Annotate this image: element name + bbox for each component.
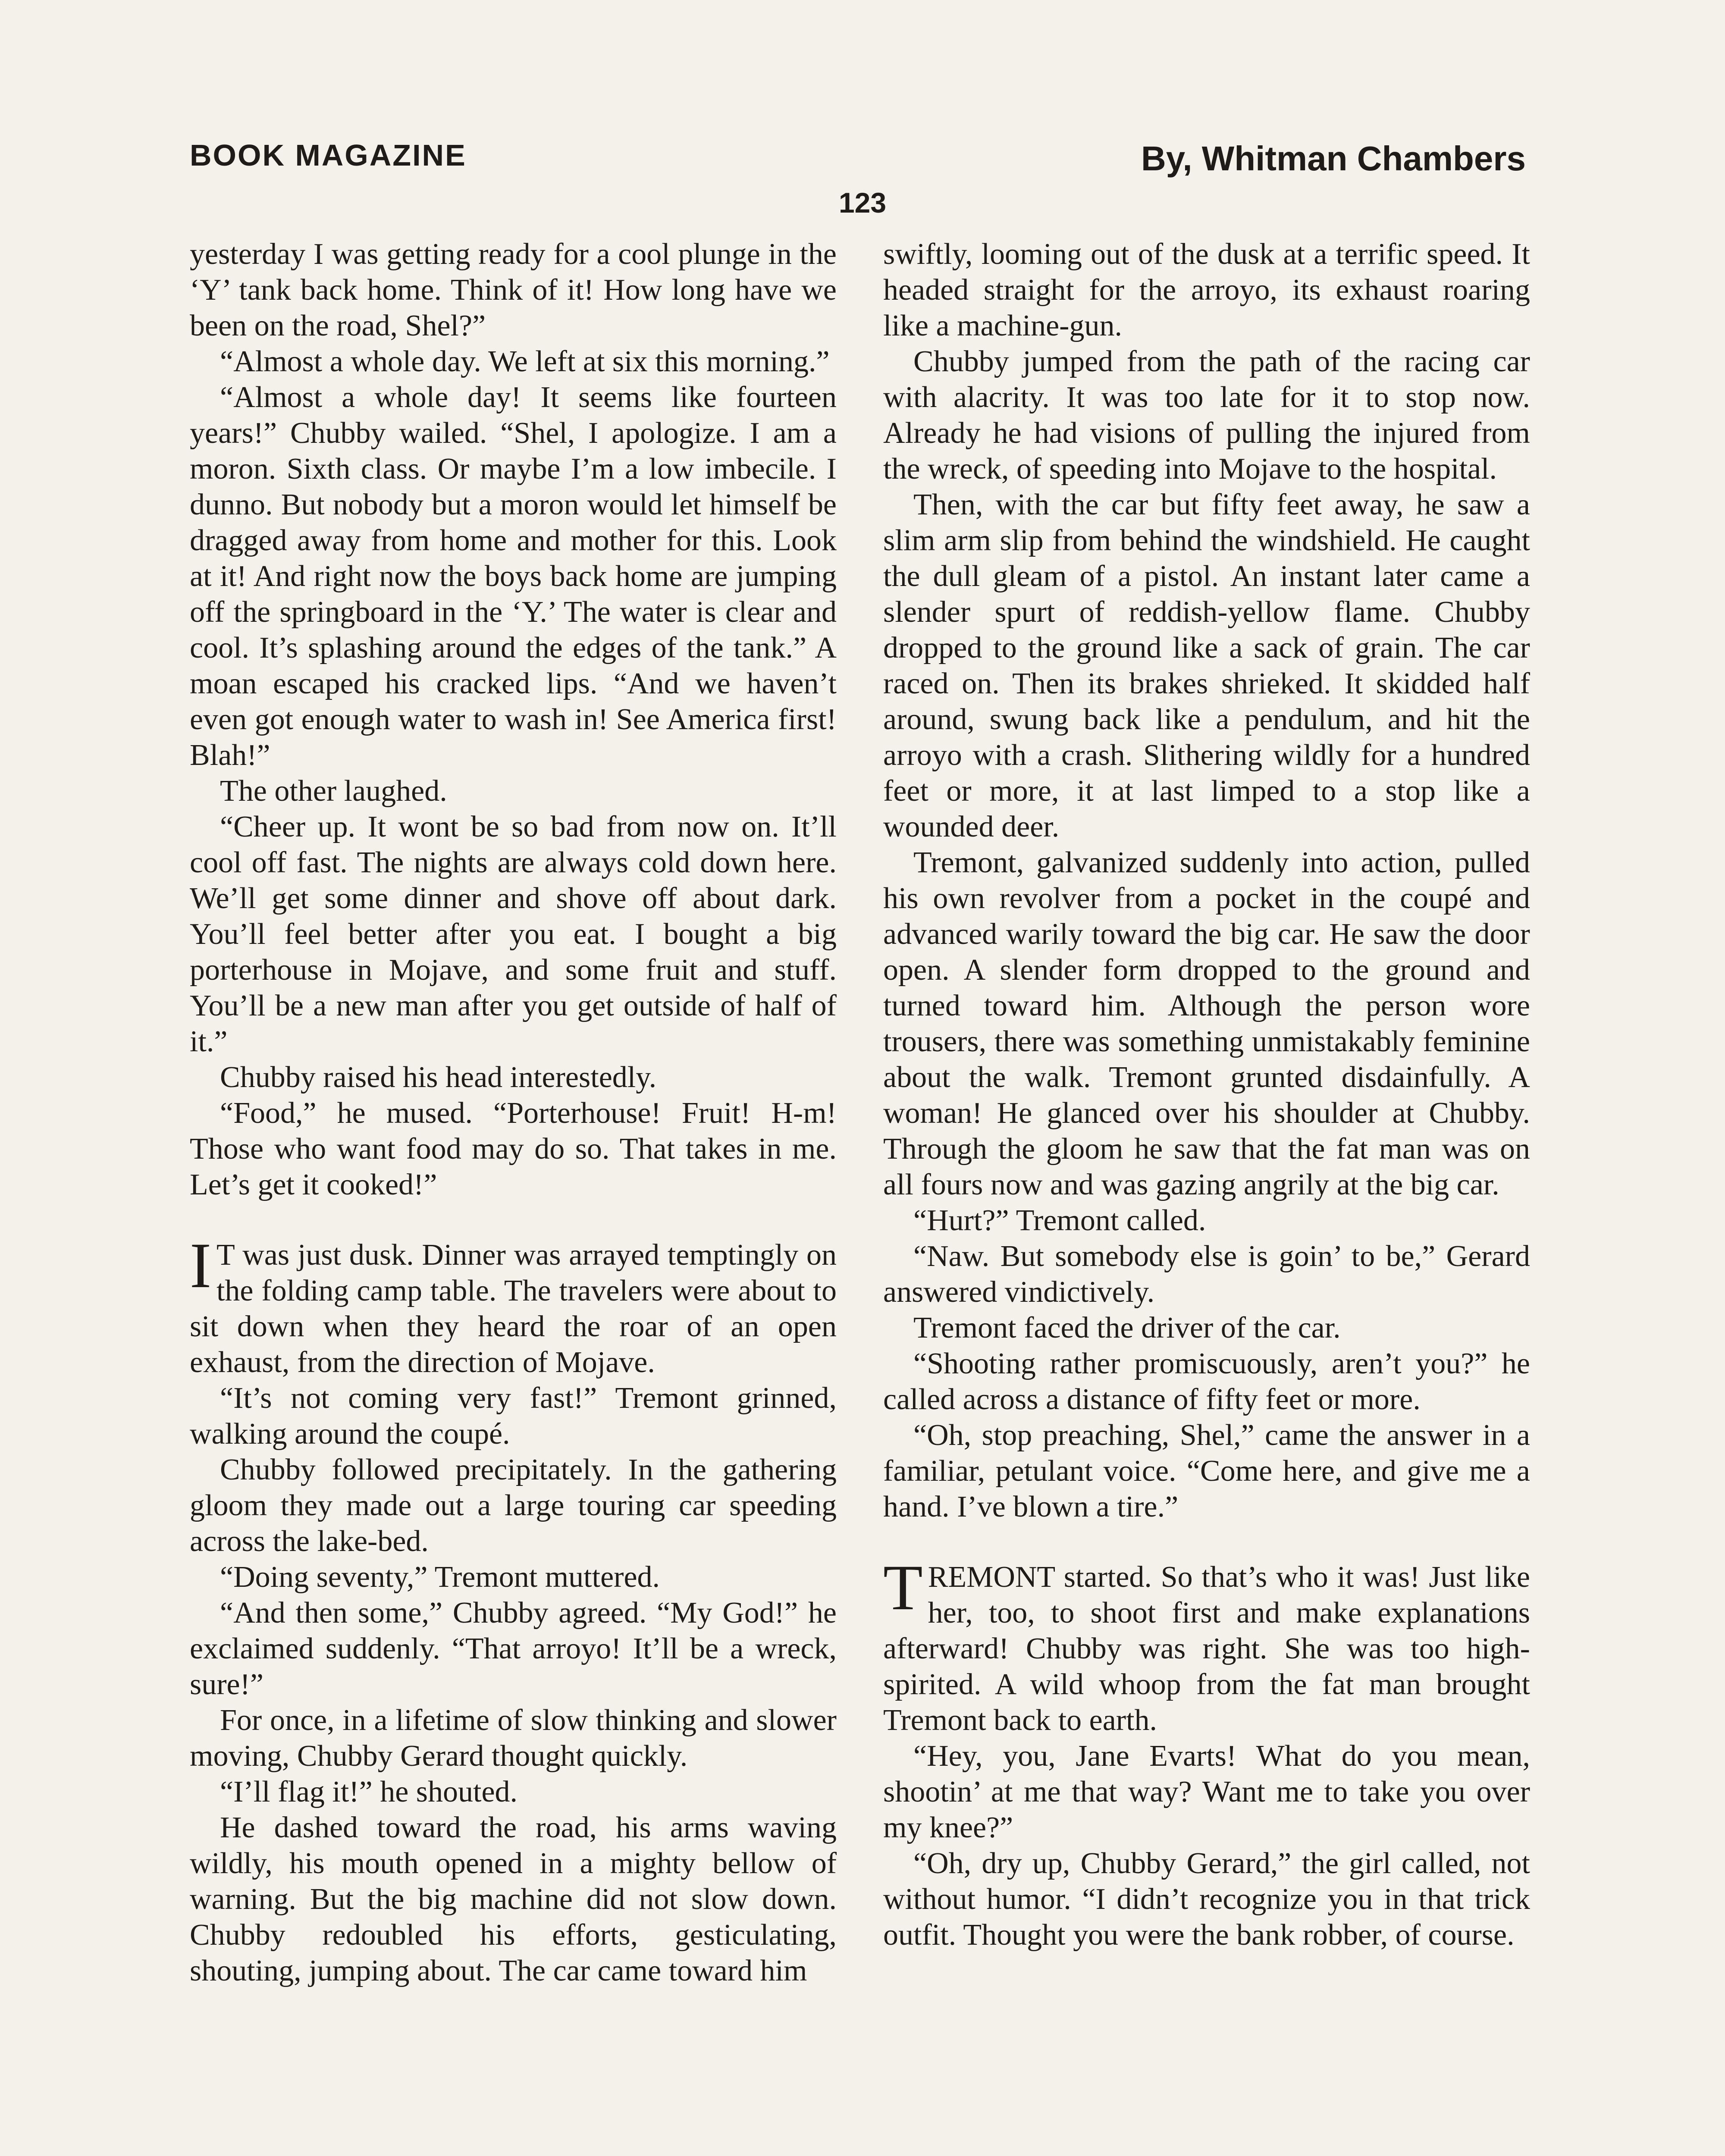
right-column <box>883 236 1530 1953</box>
drop-cap: I <box>190 1230 211 1301</box>
paragraph: “And then some,” Chubby agreed. “My God!” he exclaimed suddenly. “That arroyo! It’ll be a wreck, sure!” <box>190 1596 837 1701</box>
paragraph: Chubby followed precipitately. In the gathering gloom they made out a large touring car speeding across the lake-bed. <box>190 1453 837 1558</box>
paragraph: Tremont, galvanized suddenly into action, pulled his own revolver from a pocket in the coupé and advanced warily toward the big car. He saw the door open. A slender form dropped to the ground and turned toward him. Although the person wore trousers, there was something unmistakably feminine about the walk. Tremont grunted disdainfully. A woman! He glanced over his shoulder at Chubby. Through the gloom he saw that the fat man was on all fours now and was gazing angrily at the big car. <box>883 846 1530 1201</box>
paragraph: The other laughed. <box>220 774 447 808</box>
paragraph: “It’s not coming very fast!” Tremont grinned, walking around the coupé. <box>190 1382 837 1451</box>
magazine-title: BOOK MAGAZINE <box>190 138 467 172</box>
paragraph: Tremont faced the driver of the car. <box>913 1311 1341 1344</box>
paragraph: “Doing seventy,” Tremont muttered. <box>220 1561 660 1594</box>
paragraph: “Oh, stop preaching, Shel,” came the answer in a familiar, petulant voice. “Come here, and give me a hand. I’ve blown a tire.” <box>883 1419 1530 1523</box>
page-number: 123 <box>838 187 887 219</box>
paragraph: Chubby raised his head interestedly. <box>220 1061 657 1094</box>
paragraph: “Oh, dry up, Chubby Gerard,” the girl called, not without humor. “I didn’t recognize you in that trick outfit. Thought you were the bank robber, of course. <box>883 1847 1530 1952</box>
paragraph: “Hey, you, Jane Evarts! What do you mean, shootin’ at me that way? Want me to take you over my knee?” <box>883 1739 1530 1844</box>
paragraph: “Shooting rather promiscuously, aren’t you?” he called across a distance of fifty feet or more. <box>883 1347 1530 1416</box>
paragraph: For once, in a lifetime of slow thinking and slower moving, Chubby Gerard thought quickly. <box>190 1704 837 1773</box>
paragraph: “Hurt?” Tremont called. <box>913 1204 1206 1237</box>
paragraph: He dashed toward the road, his arms waving wildly, his mouth opened in a mighty bellow of warning. But the big machine did not slow down. Chubby redoubled his efforts, gesticulating, shouting, jumping about. The car came toward him <box>190 1811 837 1987</box>
paragraph: “Naw. But somebody else is goin’ to be,” Gerard answered vindictively. <box>883 1240 1530 1309</box>
paragraph: “Almost a whole day. We left at six this morning.” <box>220 345 830 378</box>
section-opening-text: REMONT started. So that’s who it was! Just like her, too, to shoot first and make explanations afterward! Chubby was right. She was too high-spirited. A wild whoop from the fat man brought Tremont back to earth. <box>883 1561 1530 1737</box>
paragraph: Chubby jumped from the path of the racing car with alacrity. It was too late for it to stop now. Already he had visions of pulling the injured from the wreck, of speeding into Mojave to the hospital. <box>883 345 1530 486</box>
drop-cap: T <box>883 1552 923 1623</box>
section-opening-paragraph <box>883 1552 1530 1738</box>
paragraph: “Food,” he mused. “Porterhouse! Fruit! H-m! Those who want food may do so. That takes in me. Let’s get it cooked!” <box>190 1097 837 1201</box>
author-byline: By, Whitman Chambers <box>1141 139 1526 178</box>
left-column <box>190 236 837 1989</box>
paragraph: “Cheer up. It wont be so bad from now on. It’ll cool off fast. The nights are always cold down here. We’ll get some dinner and shove off about dark. You’ll feel better after you eat. I bought a big porterhouse in Mojave, and some fruit and stuff. You’ll be a new man after you get outside of half of it.” <box>190 810 837 1058</box>
paragraph: Then, with the car but fifty feet away, he saw a slim arm slip from behind the windshield. He caught the dull gleam of a pistol. An instant later came a slender spurt of reddish-yellow flame. Chubby dropped to the ground like a sack of grain. The car raced on. Then its brakes shrieked. It skidded half around, swung back like a pendulum, and hit the arroyo with a crash. Slithering wildly for a hundred feet or more, it at last limped to a stop like a wounded deer. <box>883 488 1530 843</box>
paragraph: “I’ll flag it!” he shouted. <box>220 1775 518 1808</box>
paragraph: swiftly, looming out of the dusk at a terrific speed. It headed straight for the arroyo, its exhaust roaring like a machine-gun. <box>883 238 1530 342</box>
paragraph: “Almost a whole day! It seems like fourteen years!” Chubby wailed. “Shel, I apologize. I am a moron. Sixth class. Or maybe I’m a low imbecile. I dunno. But nobody but a moron would let himself be dragged away from home and mother for this. Look at it! And right now the boys back home are jumping off the springboard in the ‘Y.’ The water is clear and cool. It’s splashing around the edges of the tank.” A moan escaped his cracked lips. “And we haven’t even got enough water to wash in! See America first! Blah!” <box>190 381 837 772</box>
section-opening-paragraph <box>190 1230 837 1380</box>
paragraph: yesterday I was getting ready for a cool plunge in the ‘Y’ tank back home. Think of it! How long have we been on the road, Shel?” <box>190 238 837 342</box>
section-opening-text: T was just dusk. Dinner was arrayed temptingly on the folding camp table. The travelers were about to sit down when they heard the roar of an open exhaust, from the direction of Mojave. <box>190 1238 837 1379</box>
